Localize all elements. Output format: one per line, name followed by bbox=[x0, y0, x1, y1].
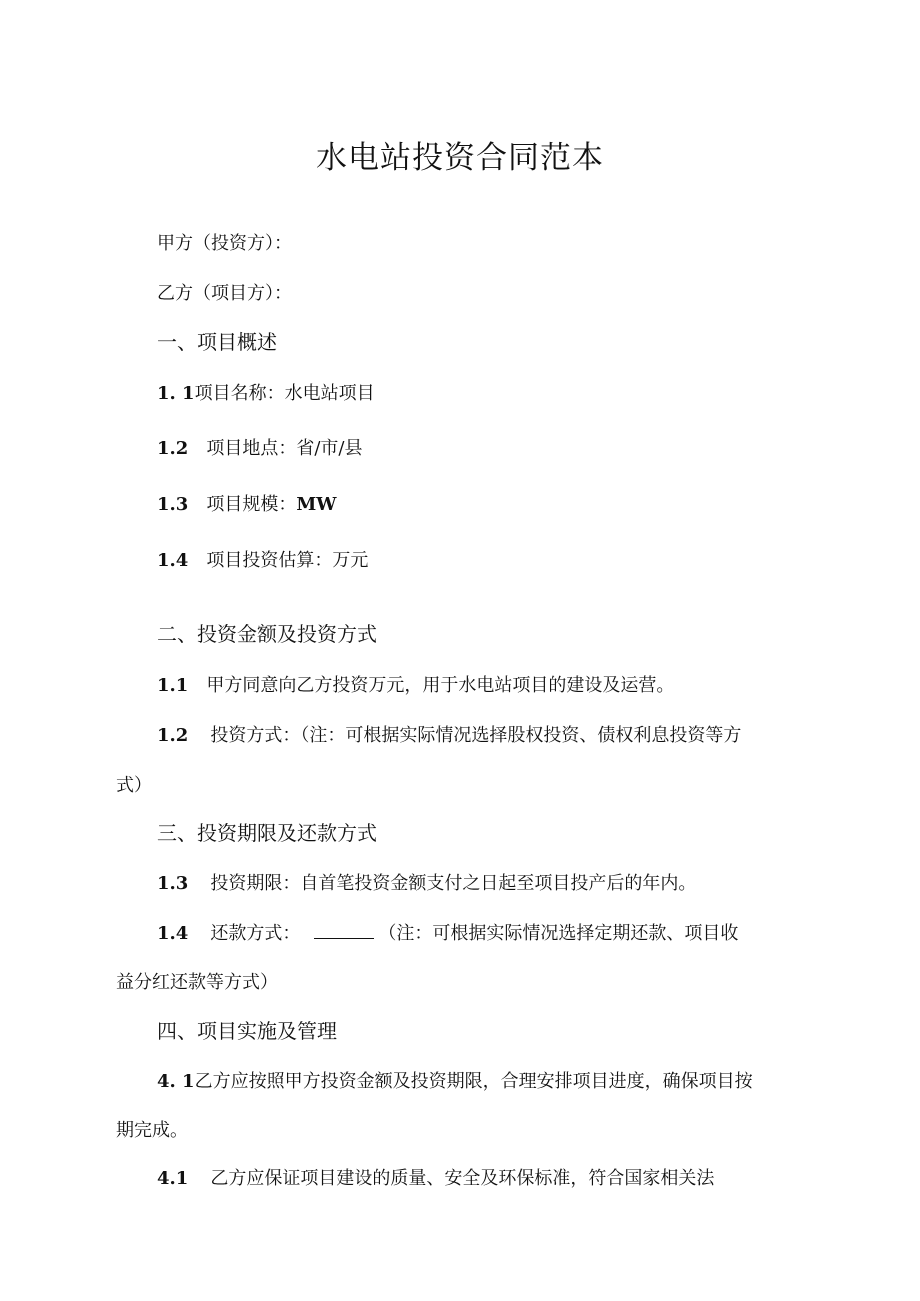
clause-text: 乙方应按照甲方投资金额及投资期限，合理安排项目进度，确保项目按 bbox=[194, 1071, 753, 1092]
party-b-label: 乙方（项目方）： bbox=[157, 283, 292, 304]
clause-text: 项目地点：省/市/县 bbox=[206, 438, 363, 459]
clause-number: 1.2 bbox=[157, 438, 189, 459]
clause-continuation: 期完成。 bbox=[116, 1120, 188, 1141]
clause-text: 项目名称：水电站项目 bbox=[194, 383, 375, 404]
clause-text: 甲方同意向乙方投资万元，用于水电站项目的建设及运营。 bbox=[206, 675, 675, 696]
clause-continuation: 益分红还款等方式） bbox=[116, 972, 278, 993]
fill-in-blank bbox=[314, 922, 374, 939]
clause-number: 1.3 bbox=[157, 873, 189, 894]
clause-number: 1.4 bbox=[157, 923, 189, 944]
clause-number: 1.1 bbox=[157, 675, 189, 696]
clause-number: 1.3 bbox=[157, 494, 189, 515]
section-heading-investment: 二、投资金额及投资方式 bbox=[157, 622, 377, 646]
clause-number: 4. 1 bbox=[157, 1071, 195, 1092]
section-heading-implementation: 四、项目实施及管理 bbox=[157, 1019, 337, 1043]
clause-item bbox=[157, 549, 368, 573]
clause-text: 项目规模： bbox=[206, 494, 297, 515]
clause-text: 乙方应保证项目建设的质量、安全及环保标准，符合国家相关法 bbox=[210, 1168, 715, 1189]
document-title: 水电站投资合同范本 bbox=[316, 140, 604, 176]
clause-number: 1.2 bbox=[157, 725, 189, 746]
clause-text: 还款方式： bbox=[210, 923, 301, 944]
clause-item bbox=[157, 437, 362, 461]
clause-unit: MW bbox=[296, 494, 337, 515]
clause-item bbox=[157, 922, 738, 946]
clause-item bbox=[157, 493, 336, 517]
clause-item bbox=[157, 674, 674, 698]
party-a-label: 甲方（投资方）： bbox=[157, 233, 292, 254]
clause-text: 项目投资估算：万元 bbox=[206, 550, 369, 571]
clause-item bbox=[157, 382, 375, 406]
clause-item bbox=[157, 1070, 753, 1094]
clause-number: 4.1 bbox=[157, 1168, 189, 1189]
clause-number: 1.4 bbox=[157, 550, 189, 571]
clause-text: 投资方式：（注：可根据实际情况选择股权投资、债权利息投资等方 bbox=[210, 725, 742, 746]
clause-text: 投资期限：自首笔投资金额支付之日起至项目投产后的年内。 bbox=[210, 873, 697, 894]
clause-note: （注：可根据实际情况选择定期还款、项目收 bbox=[378, 923, 739, 944]
clause-number: 1. 1 bbox=[157, 383, 195, 404]
clause-item bbox=[157, 872, 696, 896]
section-heading-overview: 一、项目概述 bbox=[157, 330, 277, 354]
clause-item bbox=[157, 1167, 714, 1191]
section-heading-term: 三、投资期限及还款方式 bbox=[157, 821, 377, 845]
clause-item bbox=[157, 724, 741, 748]
clause-continuation: 式） bbox=[116, 775, 152, 796]
